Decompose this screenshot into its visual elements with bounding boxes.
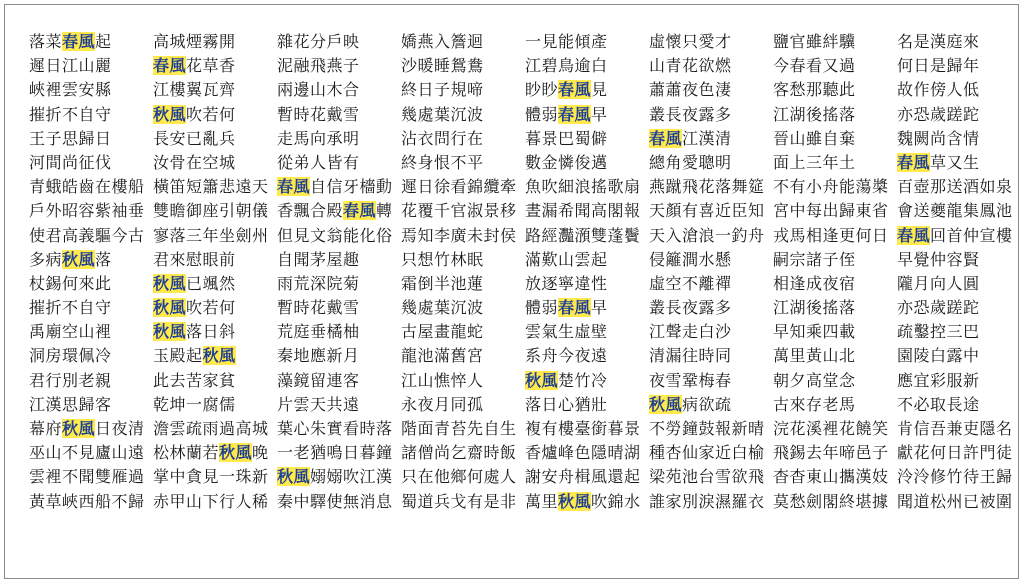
poem-line: 園陵白露中 [897, 346, 980, 366]
poem-line: 數金憐俊邁 [525, 152, 608, 172]
poem-line: 幾處葉沉波 [401, 298, 484, 318]
poem-line: 種杏仙家近白榆 [649, 443, 765, 463]
poem-line: 秋風楚竹冷 [525, 370, 608, 390]
highlighted-term: 秋風 [153, 104, 187, 124]
poem-line: 天顏有喜近臣知 [649, 201, 765, 221]
poem-line: 松林蘭若秋風晚 [153, 443, 269, 463]
poem-line: 峽裡雲安縣 [29, 80, 112, 100]
poem-line: 只在他鄉何處人 [401, 467, 517, 487]
poem-line: 早覺仲容賢 [897, 249, 980, 269]
poem-line: 叢長夜露多 [649, 104, 732, 124]
poem-line: 秋風已颯然 [153, 273, 236, 293]
poem-line: 禹廟空山裡 [29, 322, 112, 342]
poem-line: 秋風落日斜 [153, 322, 236, 342]
poem-line: 沾衣問行在 [401, 128, 484, 148]
poem-line: 客愁那聽此 [773, 80, 856, 100]
poem-line: 戎馬相逢更何日 [773, 225, 889, 245]
poem-line: 江碧鳥逾白 [525, 56, 608, 76]
poem-line: 黃草峽西船不歸 [29, 491, 145, 511]
poem-line: 春風回首仲宣樓 [897, 225, 1013, 245]
poem-line: 誰家別淚濕羅衣 [649, 491, 765, 511]
poem-line: 燕蹴飛花落舞筵 [649, 177, 765, 197]
poem-line: 諸僧尚乞齋時飯 [401, 443, 517, 463]
poem-line: 汝骨在空城 [153, 152, 236, 172]
poem-line: 叢長夜露多 [649, 298, 732, 318]
poem-line: 春風花草香 [153, 56, 236, 76]
poem-line: 萬里秋風吹錦水 [525, 491, 641, 511]
poem-line: 泥融飛燕子 [277, 56, 360, 76]
poem-line: 魚吹細浪搖歌扇 [525, 177, 641, 197]
highlighted-term: 秋風 [525, 370, 559, 390]
poem-line: 杳杳東山攜漢妓 [773, 467, 889, 487]
poem-line: 泠泠修竹待王歸 [897, 467, 1013, 487]
poem-line: 河間尚征伐 [29, 152, 112, 172]
poem-line: 暮景巴蜀僻 [525, 128, 608, 148]
poem-line: 古來存老馬 [773, 394, 856, 414]
poem-line: 晝漏希聞高閣報 [525, 201, 641, 221]
poem-line: 沙暖睡鴛鴦 [401, 56, 484, 76]
poem-line: 飛錫去年啼邑子 [773, 443, 889, 463]
poem-line: 魏闕尚含情 [897, 128, 980, 148]
poem-line: 赤甲山下行人稀 [153, 491, 269, 511]
highlighted-term: 春風 [558, 298, 592, 318]
poem-line: 今春看又過 [773, 56, 856, 76]
poem-line: 山青花欲燃 [649, 56, 732, 76]
highlighted-term: 春風 [343, 201, 377, 221]
poem-line: 摧折不自守 [29, 104, 112, 124]
highlighted-term: 春風 [277, 177, 311, 197]
poem-line: 從弟人皆有 [277, 152, 360, 172]
poem-line: 放逐寧違性 [525, 273, 608, 293]
poem-line: 落日心猶壯 [525, 394, 608, 414]
poem-line: 但見文翁能化俗 [277, 225, 393, 245]
poem-line: 嗣宗諸子侄 [773, 249, 856, 269]
poem-line: 兩邊山木合 [277, 80, 360, 100]
poem-line: 一老猶鳴日暮鐘 [277, 443, 393, 463]
poem-line: 複有樓臺銜暮景 [525, 419, 641, 438]
poem-line: 路經灩澦雙蓬鬢 [525, 225, 641, 245]
poem-line: 鹽官雖絆驥 [773, 32, 856, 51]
poem-line: 焉知李廣未封侯 [401, 225, 517, 245]
poem-line: 侵籬澗水懸 [649, 249, 732, 269]
poem-line: 秦地應新月 [277, 346, 360, 366]
poem-line: 系舟今夜遠 [525, 346, 608, 366]
poem-line: 王子思歸日 [29, 128, 112, 148]
poem-line: 名是漢庭來 [897, 32, 980, 51]
poem-line: 終日子規啼 [401, 80, 484, 100]
poem-line: 片雲天共遠 [277, 394, 360, 414]
poem-line: 百壺那送酒如泉 [897, 177, 1013, 197]
poem-line: 虛空不離禪 [649, 273, 732, 293]
poem-line: 不必取長途 [897, 394, 980, 414]
poem-line: 聞道松州已被圍 [897, 491, 1013, 511]
highlighted-term: 秋風 [558, 491, 592, 511]
highlighted-term: 春風 [62, 32, 96, 51]
highlighted-term: 秋風 [649, 394, 683, 414]
poem-line: 獻花何日許門徒 [897, 443, 1013, 463]
poem-line: 江湖後搖落 [773, 104, 856, 124]
highlighted-term: 秋風 [153, 322, 187, 342]
highlighted-term: 秋風 [277, 467, 311, 487]
highlighted-term: 春風 [897, 225, 931, 245]
poem-line: 萬里黃山北 [773, 346, 856, 366]
poem-line: 階面青苔先自生 [401, 419, 517, 438]
highlighted-term: 秋風 [219, 443, 253, 463]
poem-line: 澹雲疏雨過高城 [153, 419, 269, 438]
poem-line: 體弱春風早 [525, 104, 608, 124]
poem-line: 春風自信牙檣動 [277, 177, 393, 197]
poem-line: 面上三年土 [773, 152, 856, 172]
highlighted-term: 秋風 [153, 298, 187, 318]
poem-line: 眇眇春風見 [525, 80, 608, 100]
poem-line: 何日是歸年 [897, 56, 980, 76]
poem-line: 總角愛聰明 [649, 152, 732, 172]
poem-line: 藻鏡留連客 [277, 370, 360, 390]
poem-line: 江聲走白沙 [649, 322, 732, 342]
poem-line: 春風草又生 [897, 152, 980, 172]
poem-line: 幾處葉沉波 [401, 104, 484, 124]
poem-line: 幕府秋風日夜清 [29, 419, 145, 438]
highlighted-term: 春風 [558, 104, 592, 124]
highlighted-term: 春風 [897, 152, 931, 172]
poem-line: 江湖後搖落 [773, 298, 856, 318]
poem-line: 秋風嫋嫋吹江漢 [277, 467, 393, 487]
poem-line: 乾坤一腐儒 [153, 394, 236, 414]
poem-line: 古屋畫龍蛇 [401, 322, 484, 342]
poem-line: 君行別老親 [29, 370, 112, 390]
poem-line: 摧折不自守 [29, 298, 112, 318]
poem-line: 秋風吹若何 [153, 104, 236, 124]
poem-line: 洞房環佩冷 [29, 346, 112, 366]
poem-line: 故作傍人低 [897, 80, 980, 100]
highlighted-term: 秋風 [202, 346, 236, 366]
poem-line: 雲氣生虛壁 [525, 322, 608, 342]
poem-line: 使君高義驅今古 [29, 225, 145, 245]
poem-line: 蜀道兵戈有是非 [401, 491, 517, 511]
highlighted-term: 秋風 [62, 249, 96, 269]
poem-line: 遲日江山麗 [29, 56, 112, 76]
highlighted-term: 春風 [649, 128, 683, 148]
poem-line: 走馬向承明 [277, 128, 360, 148]
poem-line: 巫山不見廬山遠 [29, 443, 145, 463]
poem-line: 掌中貪見一珠新 [153, 467, 269, 487]
poem-line: 江山憔悴人 [401, 370, 484, 390]
poem-line: 不有小舟能蕩槳 [773, 177, 889, 197]
highlighted-term: 秋風 [153, 273, 187, 293]
poem-line: 雲裡不聞雙雁過 [29, 467, 145, 487]
poem-line: 早知乘四載 [773, 322, 856, 342]
poem-line: 龍池滿舊宮 [401, 346, 484, 366]
highlighted-term: 春風 [558, 80, 592, 100]
poem-line: 夜雪鞏梅春 [649, 370, 732, 390]
poem-line: 應宜彩服新 [897, 370, 980, 390]
poem-line: 體弱春風早 [525, 298, 608, 318]
poem-line: 疏鑿控三巴 [897, 322, 980, 342]
poem-line: 梁苑池台雪欲飛 [649, 467, 765, 487]
poem-line: 雙瞻御座引朝儀 [153, 201, 269, 221]
poem-line: 秦中驛使無消息 [277, 491, 393, 511]
poem-line: 只想竹林眠 [401, 249, 484, 269]
poem-line: 君來慰眼前 [153, 249, 236, 269]
poem-line: 清漏往時同 [649, 346, 732, 366]
poem-line: 晉山雖自棄 [773, 128, 856, 148]
poem-line: 謝安舟楫風還起 [525, 467, 641, 487]
poem-table-frame [4, 4, 1019, 579]
poem-line: 永夜月同孤 [401, 394, 484, 414]
poem-line: 相逢成夜宿 [773, 273, 856, 293]
poem-line: 戶外昭容紫袖垂 [29, 201, 145, 221]
poem-line: 蕭蕭夜色淒 [649, 80, 732, 100]
poem-line: 隴月向人圓 [897, 273, 980, 293]
poem-line: 滿歎山雲起 [525, 249, 608, 269]
poem-line: 虛懷只愛才 [649, 32, 732, 51]
poem-line: 暫時花戴雪 [277, 104, 360, 124]
poem-line: 青蛾皓齒在樓船 [29, 177, 145, 197]
poem-line: 荒庭垂橘柚 [277, 322, 360, 342]
poem-line: 長安已亂兵 [153, 128, 236, 148]
poem-line: 香飄合殿春風轉 [277, 201, 393, 221]
poem-line: 不勞鐘鼓報新晴 [649, 419, 765, 438]
poem-line: 亦恐歲蹉跎 [897, 298, 980, 318]
poem-line: 秋風病欲疏 [649, 394, 732, 414]
poem-line: 莫愁劍閣終堪據 [773, 491, 889, 511]
poem-grid [29, 31, 1013, 561]
poem-line: 高城煙霧開 [153, 32, 236, 51]
poem-line: 香爐峰色隱晴湖 [525, 443, 641, 463]
poem-line: 落菜春風起 [29, 32, 112, 51]
poem-line: 朝夕高堂念 [773, 370, 856, 390]
poem-line: 秋風吹若何 [153, 298, 236, 318]
poem-line: 玉殿起秋風 [153, 346, 236, 366]
poem-line: 葉心朱實看時落 [277, 419, 393, 438]
poem-line: 此去苦家貧 [153, 370, 236, 390]
poem-line: 會送夔龍集鳳池 [897, 201, 1013, 221]
poem-line: 雜花分戶映 [277, 32, 360, 51]
poem-line: 多病秋風落 [29, 249, 112, 269]
poem-line: 一見能傾產 [525, 32, 608, 51]
poem-line: 遲日徐看錦纜牽 [401, 177, 517, 197]
poem-line: 嬌燕入簷迴 [401, 32, 484, 51]
poem-line: 雨荒深院菊 [277, 273, 360, 293]
highlighted-term: 春風 [153, 56, 187, 76]
poem-line: 終身恨不平 [401, 152, 484, 172]
poem-line: 浣花溪裡花饒笑 [773, 419, 889, 438]
highlighted-term: 秋風 [62, 419, 96, 438]
poem-line: 宮中每出歸東省 [773, 201, 889, 221]
poem-line: 亦恐歲蹉跎 [897, 104, 980, 124]
poem-line: 橫笛短簫悲遠天 [153, 177, 269, 197]
poem-line: 江漢思歸客 [29, 394, 112, 414]
poem-line: 霜倒半池蓮 [401, 273, 484, 293]
poem-line: 江樓翼瓦齊 [153, 80, 236, 100]
poem-line: 暫時花戴雪 [277, 298, 360, 318]
poem-line: 自聞茅屋趣 [277, 249, 360, 269]
poem-line: 春風江漢清 [649, 128, 732, 148]
poem-line: 天入滄浪一釣舟 [649, 225, 765, 245]
poem-line: 寥落三年坐劍州 [153, 225, 269, 245]
poem-line: 花覆千官淑景移 [401, 201, 517, 221]
poem-line: 肯信吾兼吏隱名 [897, 419, 1013, 438]
poem-line: 杖錫何來此 [29, 273, 112, 293]
